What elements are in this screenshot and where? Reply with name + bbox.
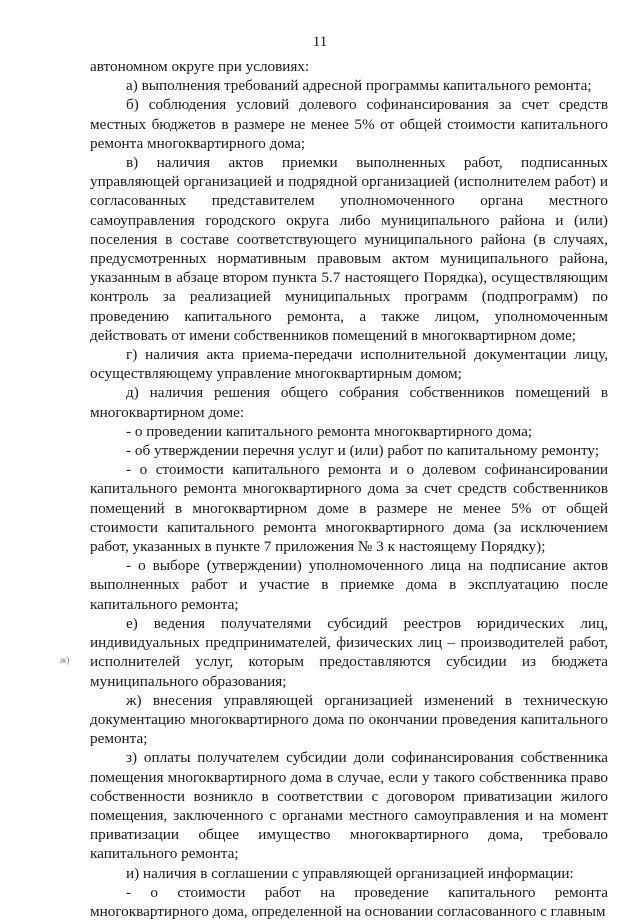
paragraph-item-e: е) ведения получателями субсидий реестров юридических лиц, индивидуальных предпринимателей, физических лиц – производителей работ, исполнителей услуг, которым предоставляются субсидии из бюджета муниципального образования;	[90, 614, 608, 690]
page-number: 11	[312, 34, 328, 50]
paragraph-item-z: з) оплаты получателем субсидии доли софинансирования собственника помещения многоквартирного дома в случае, если у такого собственника право собственности возникло в соответствии с договором приватизации жилого помещения, заключенного с органами местного самоуправления и на момент приватизации общее имущество многоквартирного дома, требовало капитального ремонта;	[90, 749, 608, 863]
paragraph-item-b: б) соблюдения условий долевого софинансирования за счет средств местных бюджетов в размере не менее 5% от общей стоимости капитального ремонта многоквартирного дома;	[90, 96, 608, 152]
paragraph-subitem: - о проведении капитального ремонта многоквартирного дома;	[126, 422, 533, 440]
paragraph-intro: автономном округе при условиях:	[90, 58, 310, 75]
paragraph-item-d: д) наличия решения общего собрания собственников помещений в многоквартирном доме:	[90, 384, 608, 421]
paragraph-subitem: - об утверждении перечня услуг и (или) работ по капитальному ремонту;	[126, 442, 600, 460]
paragraph-subitem: - о стоимости работ на проведение капитального ремонта многоквартирного дома, определенной на основании согласованного с главным	[90, 883, 608, 920]
paragraph-item-a: а) выполнения требований адресной программы капитального ремонта;	[126, 77, 592, 95]
margin-annotation: ж)	[60, 655, 70, 665]
paragraph-item-g: г) наличия акта приема-передачи исполнительной документации лицу, осуществляющему управление многоквартирным домом;	[90, 346, 608, 383]
paragraph-item-zh: ж) внесения управляющей организацией изменений в техническую документацию многоквартирного дома по окончании проведения капитального ремонта;	[90, 691, 608, 748]
paragraph-subitem: - о стоимости капитального ремонта и о долевом софинансировании капитального ремонта многоквартирного дома за счет средств собственников помещений в многоквартирном доме в размере не менее 5% от общей стоимости капитального ремонта многоквартирного дома (за исключением работ, указанных в пункте 7 приложения № 3 к настоящему Порядку);	[90, 461, 608, 556]
paragraph-item-i: и) наличия в соглашении с управляющей организацией информации:	[126, 864, 574, 882]
document-body	[90, 57, 608, 921]
paragraph-item-v: в) наличия актов приемки выполненных работ, подписанных управляющей организацией и подрядной организацией (исполнителем работ) и согласованных представителем уполномоченного органа местного самоуправления городского округа либо муниципального района и (или) поселения в составе соответствующего муниципального района (в случаях, предусмотренных нормативным правовым актом муниципального района, указанным в абзаце втором пункта 5.7 настоящего Порядка), осуществляющим контроль за реализацией муниципальных программ (подпрограмм) по проведению капитального ремонта, а также лицом, уполномоченным действовать от имени собственников помещений в многоквартирном доме;	[90, 154, 608, 344]
paragraph-subitem: - о выборе (утверждении) уполномоченного лица на подписание актов выполненных работ и участие в приемке дома в эксплуатацию после капитального ремонта;	[90, 557, 608, 613]
